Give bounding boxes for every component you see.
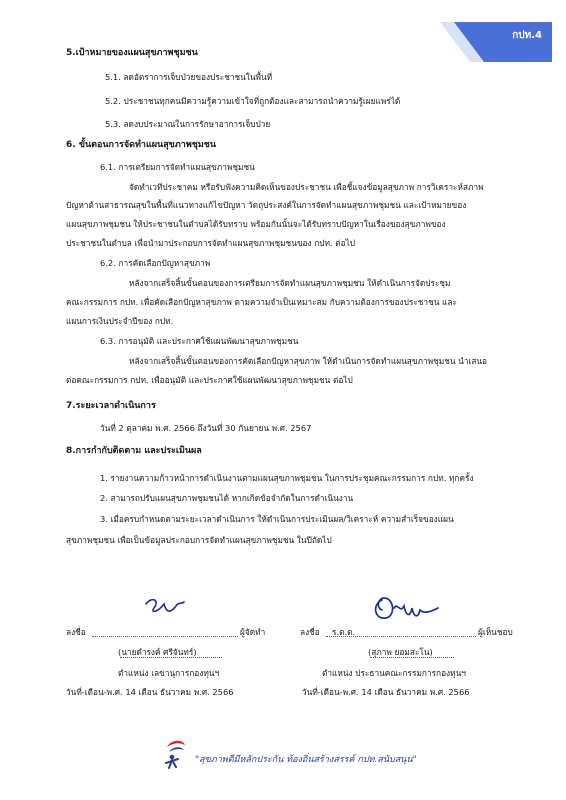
section5-item: 5.1. ลดอัตราการเจ็บป่วยของประชาชนในพื้นที่ [105, 72, 273, 82]
left-signature-line [92, 636, 238, 637]
section8-item: 2. สามารถปรับแผนสุขภาพชุมชนได้ หากเกิดข้อจำกัดในการดำเนินงาน [100, 493, 354, 503]
section8-item: 1. รายงานความก้าวหน้าการดำเนินงานตามแผนสุขภาพชุมชน ในการประชุมคณะกรรมการ กปท. ทุกครั้ง [100, 473, 474, 483]
section6-sub2-title: 6.2. การคัดเลือกปัญหาสุขภาพ [100, 258, 211, 268]
section6-sub1-line: ปัญหาด้านสาธารณสุขในพื้นที่แนวทางแก้ไขปัญหา วัตถุประสงค์ในการจัดทำแผนสุขภาพชุมชน และเป้าหมายของ [66, 200, 467, 210]
section6-sub3-line: ต่อคณะกรรมการ กปท. เพื่ออนุมัติ และประกาศใช้แผนพัฒนาสุขภาพชุมชน ต่อไป [66, 375, 353, 385]
section6-sub1-line: จัดทำเวทีประชาคม หรือรับฟังความคิดเห็นของประชาชน เพื่อชี้แจงข้อมูลสุขภาพ การวิเคราะห์สภาพ [129, 182, 484, 192]
section8-item: สุขภาพชุมชน เพื่อเป็นข้อมูลประกอบการจัดทำแผนสุขภาพชุมชน ในปีถัดไป [66, 535, 332, 545]
section7-heading: 7.ระยะเวลาดำเนินการ [66, 401, 156, 411]
left-name-underline [120, 657, 222, 658]
footer-slogan: "สุขภาพดีมีหลักประกัน ท้องถิ่นสร้างสรรค์ กปท.สนับสนุน" [195, 755, 417, 765]
section6-sub2-line: หลังจากเสร็จสิ้นขั้นตอนของการเตรียมการจัดทำแผนสุขภาพชุมชน ให้ดำเนินการจัดประชุม [129, 278, 451, 288]
section8-heading: 8.การกำกับติดตาม และประเมินผล [66, 446, 202, 456]
section7-period: วันที่ 2 ตุลาคม พ.ศ. 2566 ถึงวันที่ 30 กันยายน พ.ศ. 2567 [100, 423, 312, 433]
left-signer-name: (นายดำรงค์ ศรีจันทร์) [118, 647, 197, 657]
section6-sub1-line: แผนสุขภาพชุมชน ให้ประชาชนในตำบลได้รับทราบ พร้อมกันนั้นจะได้รับทราบปัญหาในเรื่องของสุขภาพของ [66, 219, 446, 229]
left-signer-position: ตำแหน่ง เลขานุการกองทุนฯ [118, 668, 220, 678]
fund-logo-icon [163, 737, 187, 773]
section6-heading: 6. ขั้นตอนการจัดทำแผนสุขภาพชุมชน [66, 140, 217, 150]
left-role-label: ผู้จัดทำ [240, 627, 266, 637]
section5-heading: 5.เป้าหมายของแผนสุขภาพชุมชน [66, 48, 198, 58]
left-handwritten-signature [140, 594, 186, 624]
section6-sub3-title: 6.3. การอนุมัติ และประกาศใช้แผนพัฒนาสุขภาพชุมชน [100, 336, 299, 346]
right-role-label: ผู้เห็นชอบ [478, 627, 513, 637]
section8-item: 3. เมื่อครบกำหนดตามระยะเวลาดำเนินการ ให้ดำเนินการประเมินผล/วิเคราะห์ ความสำเร็จของแผน [100, 514, 454, 524]
section6-sub2-line: แผนการเงินประจำปีของ กปท. [66, 316, 174, 326]
section5-item: 5.3. ลดงบประมาณในการรักษาอาการเจ็บป่วย [105, 119, 271, 129]
right-signer-position: ตำแหน่ง ประธานคณะกรรมการกองทุนฯ [322, 668, 466, 678]
right-name-underline [370, 657, 454, 658]
section5-item: 5.2. ประชาชนทุกคนมีความรู้ความเข้าใจที่ถูกต้องและสามารถนำความรู้เผยแพร่ได้ [105, 96, 401, 106]
section6-sub3-line: หลังจากเสร็จสิ้นขั้นตอนของการคัดเลือกปัญหาสุขภาพ ให้ดำเนินการจัดทำแผนสุขภาพชุมชน นำเสนอ [129, 356, 488, 366]
left-sign-label: ลงชื่อ [66, 627, 86, 637]
section6-sub2-line: คณะกรรมการ กปท. เพื่อคัดเลือกปัญหาสุขภาพ ตามความจำเป็นเหมาะสม กับความต้องการของประชาชน และ [66, 297, 457, 307]
right-signature-line [326, 636, 476, 637]
left-sign-date: วันที่-เดือน-พ.ศ. 14 เดือน ธันวาคม พ.ศ. 2566 [66, 687, 234, 697]
section6-sub1-line: ประชาชนในตำบล เพื่อนำมาประกอบการจัดทำแผนสุขภาพชุมชนของ กปท. ต่อไป [66, 238, 356, 248]
right-handwritten-signature [368, 588, 444, 628]
right-signer-rank: ร.ต.ต. [332, 627, 356, 637]
form-code-badge: กปท.4 [512, 30, 542, 41]
right-sign-label: ลงชื่อ [300, 627, 320, 637]
right-signer-name: (สุภาพ ยอมสะโน) [368, 647, 433, 657]
section6-sub1-title: 6.1. การเตรียมการจัดทำแผนสุขภาพชุมชน [100, 162, 255, 172]
right-sign-date: วันที่-เดือน-พ.ศ. 14 เดือน ธันวาคม พ.ศ. 2566 [302, 687, 470, 697]
